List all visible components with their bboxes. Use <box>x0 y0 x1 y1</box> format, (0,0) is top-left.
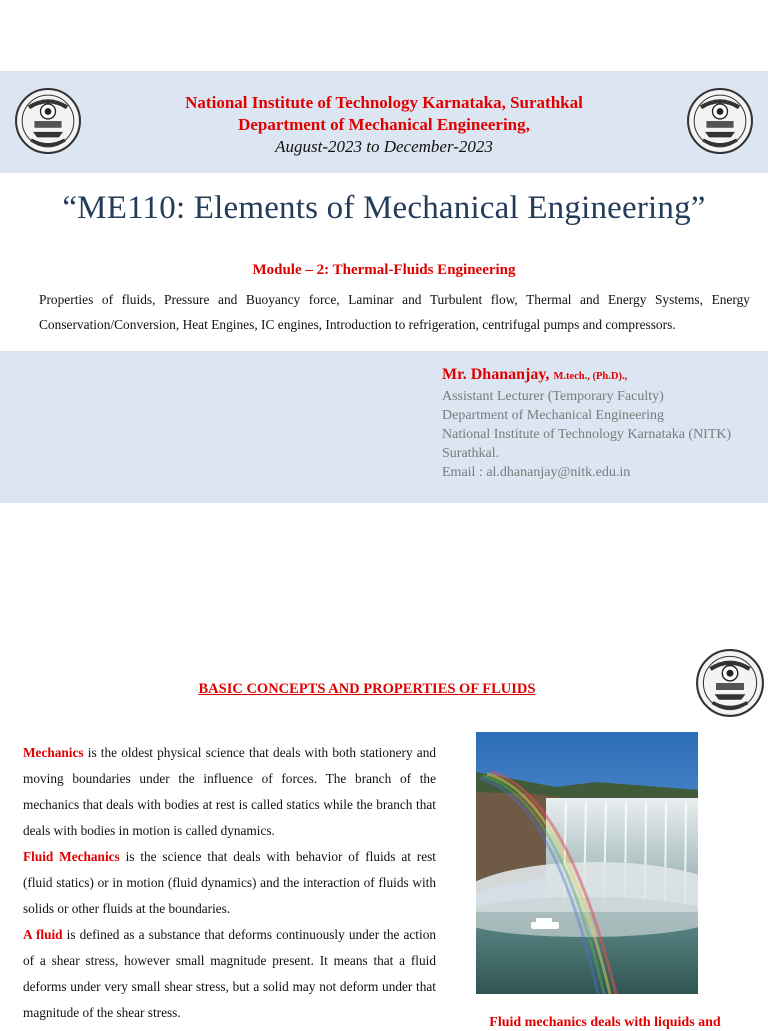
term-fluid-mechanics: Fluid Mechanics <box>23 849 120 864</box>
paragraph-text: is defined as a substance that deforms continuously under the action of a shear stress, however small magnitude present. It means that a fluid deforms under very small shear stress, but a solid may not deform under that magnitude of the shear stress. <box>23 927 436 1020</box>
photo-caption: Fluid mechanics deals with liquids and <box>489 1015 721 1030</box>
author-location: Surathkal. <box>442 446 500 461</box>
course-title: “ME110: Elements of Mechanical Engineering” <box>62 190 706 226</box>
module-title: Module – 2: Thermal-Fluids Engineering <box>252 262 516 278</box>
term-fluid: A fluid <box>23 927 63 942</box>
author-role: Assistant Lecturer (Temporary Faculty) <box>442 389 664 404</box>
author-name-line <box>442 365 752 387</box>
paragraph-text: is the oldest physical science that deals with both stationery and moving boundaries under the influence of forces. The branch of the mechanics that deals with bodies at rest is called statics while the branch that deals with bodies in motion is called dynamics. <box>23 745 436 838</box>
institution-block <box>100 92 668 158</box>
term-mechanics: Mechanics <box>23 745 84 760</box>
author-email: Email : al.dhananjay@nitk.edu.in <box>442 465 631 480</box>
paragraph-mechanics <box>23 740 436 844</box>
section-title: BASIC CONCEPTS AND PROPERTIES OF FLUIDS <box>198 681 536 697</box>
paragraph-fluid <box>23 922 436 1026</box>
waterfall-photo-icon <box>476 732 698 994</box>
nitk-emblem-icon <box>14 87 82 155</box>
nitk-emblem-icon <box>686 87 754 155</box>
paragraph-fluid-mechanics <box>23 844 436 922</box>
module-description: Properties of fluids, Pressure and Buoyancy force, Laminar and Turbulent flow, Thermal and Energy Systems, Energy Conservation/Conversion, Heat Engines, IC engines, Introduction to refrigeration, centrifugal pumps and compressors. <box>39 292 750 332</box>
academic-term: August-2023 to December-2023 <box>275 137 493 156</box>
author-name: Mr. Dhananjay, <box>442 366 550 383</box>
author-institute: National Institute of Technology Karnataka (NITK) <box>442 427 732 442</box>
institute-name: National Institute of Technology Karnataka, Surathkal <box>185 93 583 112</box>
section-body <box>23 740 436 1026</box>
paragraph-text: is the science that deals with behavior of fluids at rest (fluid statics) or in motion (fluid dynamics) and the interaction of fluids with solids or other fluids at the boundaries. <box>23 849 436 916</box>
author-info <box>442 365 752 482</box>
department-name: Department of Mechanical Engineering, <box>238 115 530 134</box>
author-credentials: M.tech., (Ph.D)., <box>553 371 628 382</box>
author-department: Department of Mechanical Engineering <box>442 408 664 423</box>
